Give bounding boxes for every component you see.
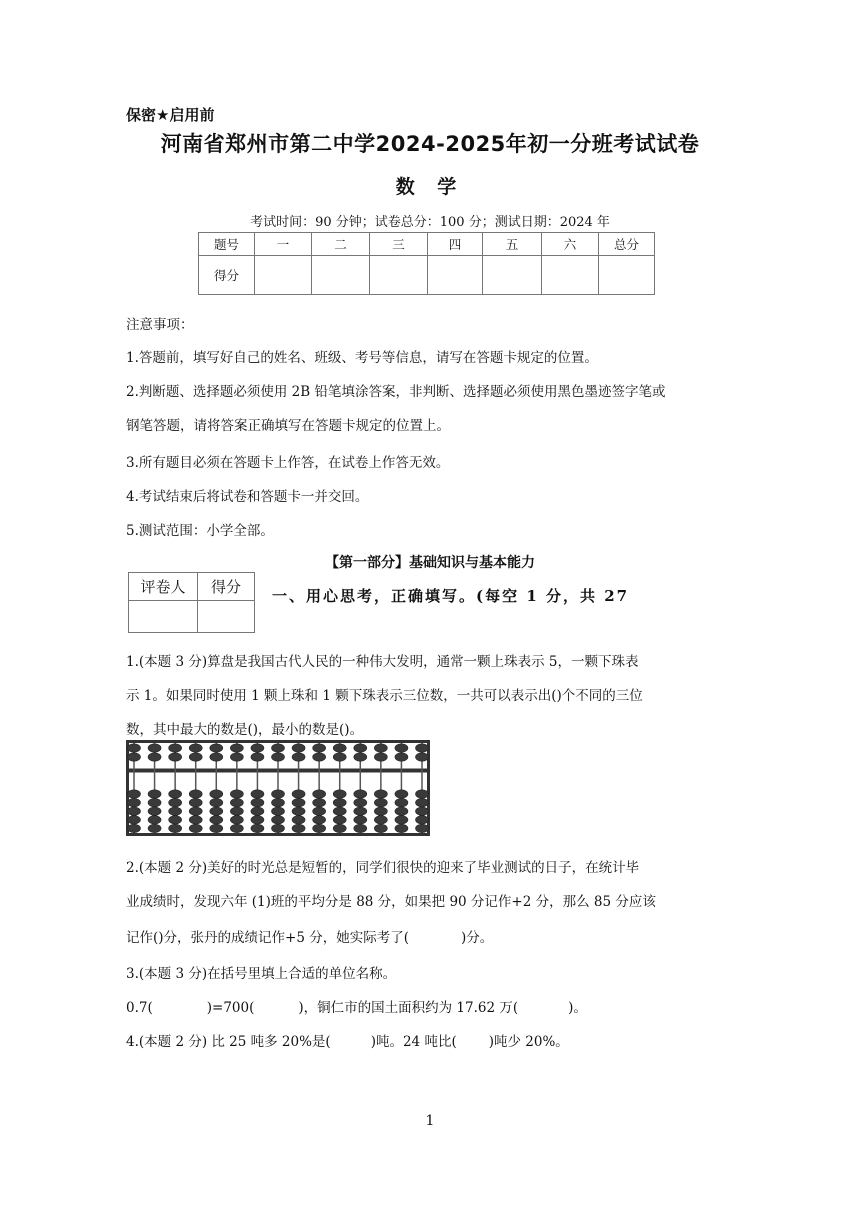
- score-header-cell: 六: [542, 233, 599, 256]
- abacus-lower-bead: [333, 824, 346, 832]
- abacus-lower-bead: [395, 816, 408, 824]
- section-heading: 一、用心思考，正确填写。(每空 1 分，共 27: [272, 587, 630, 605]
- page-title: 河南省郑州市第二中学2024-2025年初一分班考试试卷: [160, 132, 700, 156]
- question-4-line: [126, 1030, 569, 1050]
- abacus-upper-bead: [128, 744, 141, 752]
- abacus-upper-bead: [354, 744, 367, 752]
- abacus-lower-bead: [272, 807, 285, 815]
- abacus-upper-bead: [210, 753, 223, 761]
- abacus-upper-bead: [292, 744, 305, 752]
- confidential-label: 保密★启用前: [126, 106, 215, 124]
- abacus-lower-bead: [210, 790, 223, 798]
- abacus-lower-bead: [148, 798, 161, 806]
- abacus-upper-bead: [251, 753, 264, 761]
- abacus-lower-bead: [272, 824, 285, 832]
- score-header-cell: 一: [255, 233, 312, 256]
- abacus-lower-bead: [230, 824, 243, 832]
- abacus-lower-bead: [292, 824, 305, 832]
- abacus-lower-bead: [169, 798, 182, 806]
- abacus-lower-bead: [189, 807, 202, 815]
- question-1-line: 数，其中最大的数是()，最小的数是()。: [126, 722, 364, 738]
- abacus-lower-bead: [313, 807, 326, 815]
- grader-header-cell: 评卷人: [129, 573, 198, 601]
- grader-table-row: [129, 601, 255, 633]
- score-header-cell: 五: [483, 233, 542, 256]
- question-2-line: 2.(本题 2 分)美好的时光总是短暂的，同学们很快的迎来了毕业测试的日子，在统计毕: [126, 860, 640, 876]
- question-3-line: 3.(本题 3 分)在括号里填上合适的单位名称。: [126, 966, 397, 982]
- abacus-lower-bead: [333, 798, 346, 806]
- abacus-upper-bead: [230, 744, 243, 752]
- abacus-lower-bead: [169, 816, 182, 824]
- abacus-upper-bead: [333, 753, 346, 761]
- question-4-text: 4.(本题 2 分) 比 25 吨多 20%是(: [126, 1034, 331, 1050]
- grader-cell: [198, 601, 255, 633]
- abacus-lower-bead: [251, 824, 264, 832]
- abacus-lower-bead: [272, 790, 285, 798]
- abacus-upper-bead: [148, 753, 161, 761]
- question-4-text: )吨少 20%。: [488, 1034, 569, 1050]
- abacus-lower-bead: [230, 798, 243, 806]
- abacus-upper-bead: [416, 753, 429, 761]
- note-item: 2.判断题、选择题必须使用 2B 铅笔填涂答案，非判断、选择题必须使用黑色墨迹签字笔或: [126, 384, 666, 400]
- abacus-upper-bead: [333, 744, 346, 752]
- abacus-lower-bead: [416, 824, 429, 832]
- abacus-lower-bead: [128, 798, 141, 806]
- abacus-upper-bead: [313, 753, 326, 761]
- abacus-lower-bead: [292, 790, 305, 798]
- abacus-image: [126, 740, 430, 836]
- score-cell: [599, 256, 655, 295]
- abacus-lower-bead: [395, 798, 408, 806]
- subject-title: 数 学: [395, 176, 465, 198]
- abacus-lower-bead: [230, 807, 243, 815]
- abacus-lower-bead: [251, 798, 264, 806]
- score-cell: [428, 256, 483, 295]
- abacus-lower-bead: [148, 807, 161, 815]
- abacus-lower-bead: [354, 790, 367, 798]
- score-cell: [312, 256, 370, 295]
- abacus-lower-bead: [416, 816, 429, 824]
- abacus-lower-bead: [210, 824, 223, 832]
- score-header-cell: 题号: [199, 233, 255, 256]
- abacus-lower-bead: [148, 790, 161, 798]
- abacus-upper-bead: [210, 744, 223, 752]
- abacus-lower-bead: [395, 807, 408, 815]
- abacus-upper-bead: [292, 753, 305, 761]
- question-3-line: [126, 996, 587, 1016]
- abacus-lower-bead: [416, 807, 429, 815]
- note-item: 5.测试范围：小学全部。: [126, 523, 274, 539]
- score-cell: [483, 256, 542, 295]
- abacus-upper-bead: [189, 744, 202, 752]
- abacus-lower-bead: [354, 824, 367, 832]
- abacus-lower-bead: [416, 798, 429, 806]
- abacus-lower-bead: [210, 807, 223, 815]
- abacus-lower-bead: [313, 798, 326, 806]
- question-2-text: )分。: [461, 930, 494, 946]
- abacus-lower-bead: [230, 816, 243, 824]
- grader-cell: [129, 601, 198, 633]
- abacus-lower-bead: [313, 816, 326, 824]
- abacus-lower-bead: [189, 798, 202, 806]
- abacus-lower-bead: [272, 798, 285, 806]
- abacus-lower-bead: [189, 790, 202, 798]
- abacus-lower-bead: [374, 807, 387, 815]
- abacus-lower-bead: [354, 807, 367, 815]
- abacus-upper-bead: [272, 753, 285, 761]
- abacus-lower-bead: [292, 807, 305, 815]
- score-cell: [370, 256, 428, 295]
- abacus-upper-bead: [169, 753, 182, 761]
- question-3-text: )，铜仁市的国土面积约为 17.62 万(: [298, 1000, 519, 1016]
- abacus-lower-bead: [210, 816, 223, 824]
- abacus-lower-bead: [148, 824, 161, 832]
- score-header-cell: 三: [370, 233, 428, 256]
- abacus-upper-bead: [395, 744, 408, 752]
- score-header-cell: 总分: [599, 233, 655, 256]
- abacus-lower-bead: [272, 816, 285, 824]
- abacus-lower-bead: [210, 798, 223, 806]
- abacus-upper-bead: [189, 753, 202, 761]
- question-1-line: 示 1。如果同时使用 1 颗上珠和 1 颗下珠表示三位数，一共可以表示出()个不同的三位: [126, 688, 643, 704]
- abacus-lower-bead: [251, 807, 264, 815]
- abacus-lower-bead: [169, 790, 182, 798]
- abacus-lower-bead: [128, 824, 141, 832]
- abacus-lower-bead: [395, 790, 408, 798]
- score-cell: [542, 256, 599, 295]
- abacus-lower-bead: [169, 807, 182, 815]
- question-2-text: 记作()分，张丹的成绩记作+5 分，她实际考了(: [126, 930, 409, 946]
- score-header-cell: 二: [312, 233, 370, 256]
- abacus-upper-bead: [272, 744, 285, 752]
- abacus-lower-bead: [333, 816, 346, 824]
- abacus-upper-bead: [148, 744, 161, 752]
- score-table-header-row: [199, 233, 655, 256]
- grader-header-cell: 得分: [198, 573, 255, 601]
- score-table-score-row: [199, 256, 655, 295]
- abacus-lower-bead: [251, 816, 264, 824]
- question-2-line: 业成绩时，发现六年 (1)班的平均分是 88 分，如果把 90 分记作+2 分，那么 85 分应该: [126, 894, 656, 910]
- note-item: 3.所有题目必须在答题卡上作答，在试卷上作答无效。: [126, 455, 450, 471]
- abacus-upper-bead: [354, 753, 367, 761]
- abacus-lower-bead: [374, 790, 387, 798]
- question-3-text: )=700(: [206, 1000, 255, 1016]
- question-2-line: [126, 926, 493, 946]
- exam-info: 考试时间：90 分钟；试卷总分：100 分；测试日期：2024 年: [250, 215, 610, 230]
- question-1-line: 1.(本题 3 分)算盘是我国古代人民的一种伟大发明，通常一颗上珠表示 5，一颗下珠表: [126, 654, 639, 670]
- abacus-lower-bead: [395, 824, 408, 832]
- abacus-lower-bead: [148, 816, 161, 824]
- abacus-lower-bead: [374, 798, 387, 806]
- abacus-lower-bead: [128, 807, 141, 815]
- abacus-lower-bead: [169, 824, 182, 832]
- abacus-lower-bead: [292, 816, 305, 824]
- note-item: 1.答题前，填写好自己的姓名、班级、考号等信息，请写在答题卡规定的位置。: [126, 350, 598, 366]
- abacus-upper-bead: [169, 744, 182, 752]
- grader-table-header-row: [129, 573, 255, 601]
- note-item: 钢笔答题，请将答案正确填写在答题卡规定的位置上。: [126, 418, 450, 434]
- abacus-lower-bead: [416, 790, 429, 798]
- abacus-upper-bead: [416, 744, 429, 752]
- abacus-upper-bead: [251, 744, 264, 752]
- page-number: 1: [425, 1113, 435, 1129]
- abacus-lower-bead: [333, 807, 346, 815]
- abacus-lower-bead: [354, 816, 367, 824]
- abacus-lower-bead: [128, 790, 141, 798]
- abacus-lower-bead: [251, 790, 264, 798]
- abacus-upper-bead: [374, 753, 387, 761]
- abacus-lower-bead: [292, 798, 305, 806]
- question-3-text: 0.7(: [126, 1000, 153, 1016]
- abacus-upper-bead: [395, 753, 408, 761]
- abacus-lower-bead: [354, 798, 367, 806]
- abacus-lower-bead: [128, 816, 141, 824]
- score-row-label: 得分: [199, 256, 255, 295]
- abacus-lower-bead: [189, 816, 202, 824]
- grader-table: [128, 572, 255, 633]
- abacus-lower-bead: [374, 816, 387, 824]
- abacus-upper-bead: [313, 744, 326, 752]
- abacus-lower-bead: [333, 790, 346, 798]
- abacus-upper-bead: [374, 744, 387, 752]
- abacus-lower-bead: [313, 790, 326, 798]
- abacus-lower-bead: [230, 790, 243, 798]
- note-item: 4.考试结束后将试卷和答题卡一并交回。: [126, 489, 369, 505]
- abacus-lower-bead: [313, 824, 326, 832]
- part-title: 【第一部分】基础知识与基本能力: [325, 555, 535, 571]
- abacus-lower-bead: [374, 824, 387, 832]
- question-3-text: )。: [568, 1000, 587, 1016]
- question-4-text: )吨。24 吨比(: [370, 1034, 457, 1050]
- score-header-cell: 四: [428, 233, 483, 256]
- abacus-upper-bead: [230, 753, 243, 761]
- score-cell: [255, 256, 312, 295]
- abacus-lower-bead: [189, 824, 202, 832]
- notes-title: 注意事项：: [126, 317, 194, 333]
- abacus-upper-bead: [128, 753, 141, 761]
- score-table: [198, 232, 655, 295]
